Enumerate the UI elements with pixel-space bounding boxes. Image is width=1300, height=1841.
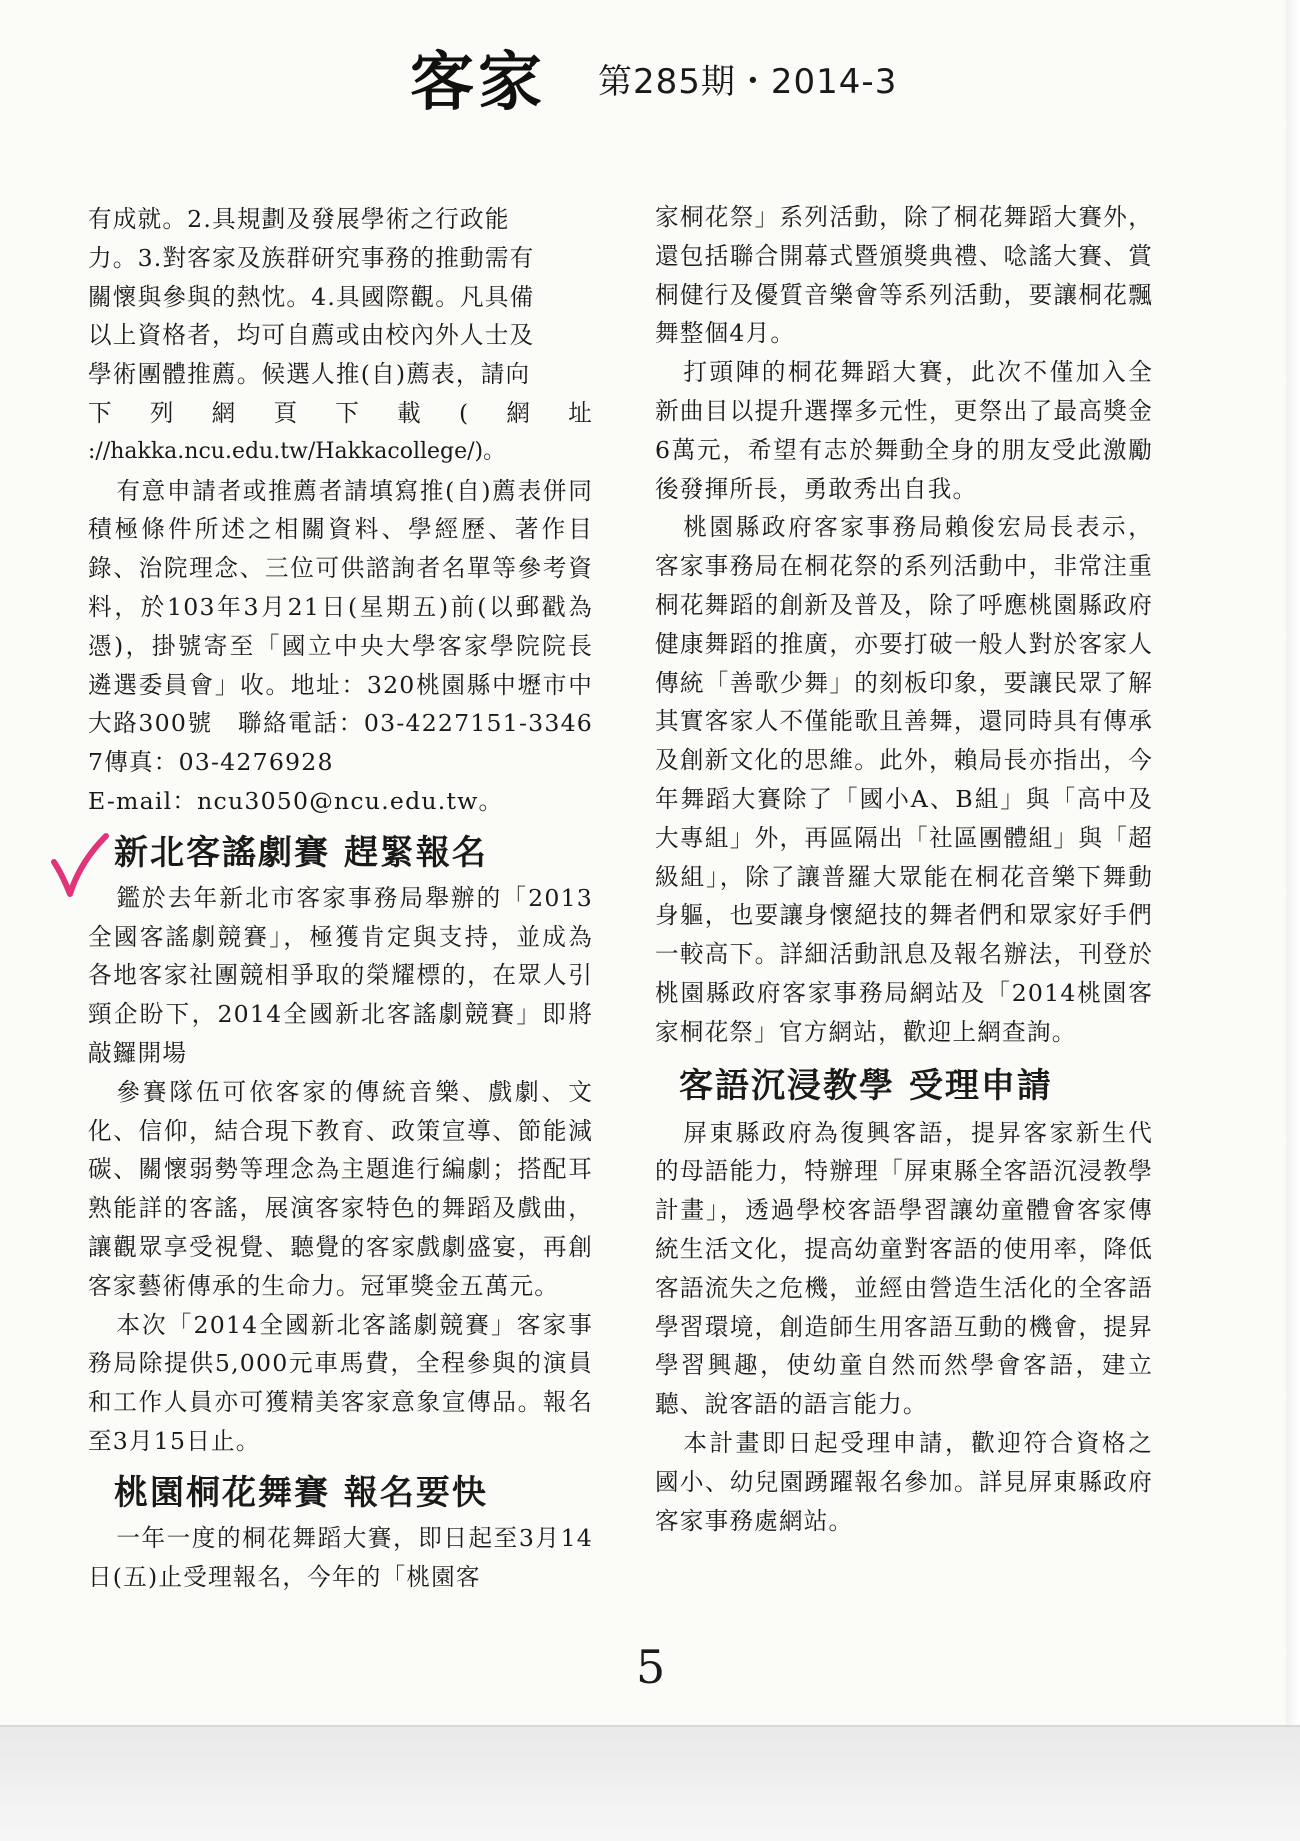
page-number: 5: [636, 1640, 666, 1694]
xinbei-paragraph-1: 鑑於去年新北市客家事務局舉辦的「2013全國客謠劇競賽」，極獲肯定與支持，並成為各地客家社團競相爭取的榮耀標的，在眾人引頸企盼下，2014全國新北客謠劇競賽」即將敲鑼開場: [88, 883, 593, 1067]
page-header: [410, 45, 1010, 120]
page-edge: [1286, 0, 1300, 1839]
right-column: [655, 198, 1153, 1540]
intro-line-2: 力。3.對客家及族群研究事務的推動需有: [88, 243, 535, 272]
intro-url-line: ://hakka.ncu.edu.tw/Hakkacollege/)。: [88, 438, 506, 464]
issue-info: 第285期・2014-3: [598, 62, 898, 102]
section-title-immersion: 客語沉浸教學 受理申請: [679, 1065, 1053, 1106]
left-column: [88, 200, 593, 1596]
taoyuan-paragraph-3: 打頭陣的桐花舞蹈大賽，此次不僅加入全新曲目以提升選擇多元性，更祭出了最高獎金6萬元，希望有志於舞動全身的朋友受此激勵後發揮所長，勇敢秀出自我。: [655, 358, 1153, 503]
section-title-xinbei: 新北客謠劇賽 趕緊報名: [114, 832, 488, 873]
section-title-taoyuan: 桃園桐花舞賽 報名要快: [114, 1472, 488, 1513]
taoyuan-paragraph-4: 桃園縣政府客家事務局賴俊宏局長表示，客家事務局在桐花祭的系列活動中，非常注重桐花舞蹈的創新及普及，除了呼應桃園縣政府健康舞蹈的推廣，亦要打破一般人對於客家人傳統「善歌少舞」的刻板印象，要讓民眾了解其實客家人不僅能歌且善舞，還同時具有傳承及創新文化的思維。此外，賴局長亦指出，今年舞蹈大賽除了「國小A、B組」與「高中及大專組」外，再區隔出「社區團體組」與「超級組」，除了讓普羅大眾能在桐花音樂下舞動身軀，也要讓身懷絕技的舞者們和眾家好手們一較高下。詳細活動訊息及報名辦法，刊登於桃園縣政府客家事務局網站及「2014桃園客家桐花祭」官方網站，歡迎上網查詢。: [655, 513, 1153, 1046]
intro-line-3: 關懷與參與的熱忱。4.具國際觀。凡具備: [88, 282, 535, 311]
immersion-paragraph-1: 屏東縣政府為復興客語，提昇客家新生代的母語能力，特辦理「屏東縣全客語沉浸教學計畫」，透過學校客語學習讓幼童體會客家傳統生活文化，提高幼童對客語的使用率，降低客語流失之危機，並經由營造生活化的全客語學習環境，創造師生用客語互動的機會，提昇學習興趣，使幼童自然而然學會客語，建立聽、說客語的語言能力。: [655, 1118, 1153, 1419]
checkmark-icon: [50, 832, 110, 902]
immersion-paragraph-2: 本計畫即日起受理申請，歡迎符合資格之國小、幼兒園踴躍報名參加。詳見屏東縣政府客家事務處網站。: [655, 1428, 1153, 1535]
xinbei-paragraph-2: 參賽隊伍可依客家的傳統音樂、戲劇、文化、信仰，結合現下教育、政策宣導、節能減碳、關懷弱勢等理念為主題進行編劇；搭配耳熟能詳的客謠，展演客家特色的舞蹈及戲曲，讓觀眾享受視覺、聽覺的客家戲劇盛宴，再創客家藝術傳承的生命力。冠軍獎金五萬元。: [88, 1077, 593, 1300]
xinbei-paragraph-3: 本次「2014全國新北客謠劇競賽」客家事務局除提供5,000元車馬費，全程參與的演員和工作人員亦可獲精美客家意象宣傳品。報名至3月15日止。: [88, 1310, 593, 1455]
intro-line-4: 以上資格者，均可自薦或由校內外人士及: [88, 321, 535, 350]
intro-line-6: 下列網頁下載(網址: [88, 398, 593, 427]
intro-line-1: 有成就。2.具規劃及發展學術之行政能: [88, 205, 510, 233]
intro-line-5: 學術團體推薦。候選人推(自)薦表，請向: [88, 360, 531, 389]
application-paragraph: 有意申請者或推薦者請填寫推(自)薦表併同積極條件所述之相關資料、學經歷、著作目錄、治院理念、三位可供諮詢者名單等參考資料，於103年3月21日(星期五)前(以郵戳為憑)，掛號寄至「國立中央大學客家學院院長遴選委員會」收。地址：320桃園縣中壢市中大路300號 聯絡電話：03-4227151-33467傳真：03-4276928: [88, 476, 593, 777]
page-bottom-edge: [0, 1725, 1300, 1841]
magazine-logo: 客家: [410, 45, 546, 120]
taoyuan-paragraph-2: 家桐花祭」系列活動，除了桐花舞蹈大賽外，還包括聯合開幕式暨頒獎典禮、唸謠大賽、賞桐健行及優質音樂會等系列活動，要讓桐花飄舞整個4月。: [655, 203, 1153, 348]
taoyuan-paragraph-1: 一年一度的桐花舞蹈大賽，即日起至3月14日(五)止受理報名，今年的「桃園客: [88, 1523, 593, 1591]
email-line: E-mail：ncu3050@ncu.edu.tw。: [88, 786, 504, 815]
